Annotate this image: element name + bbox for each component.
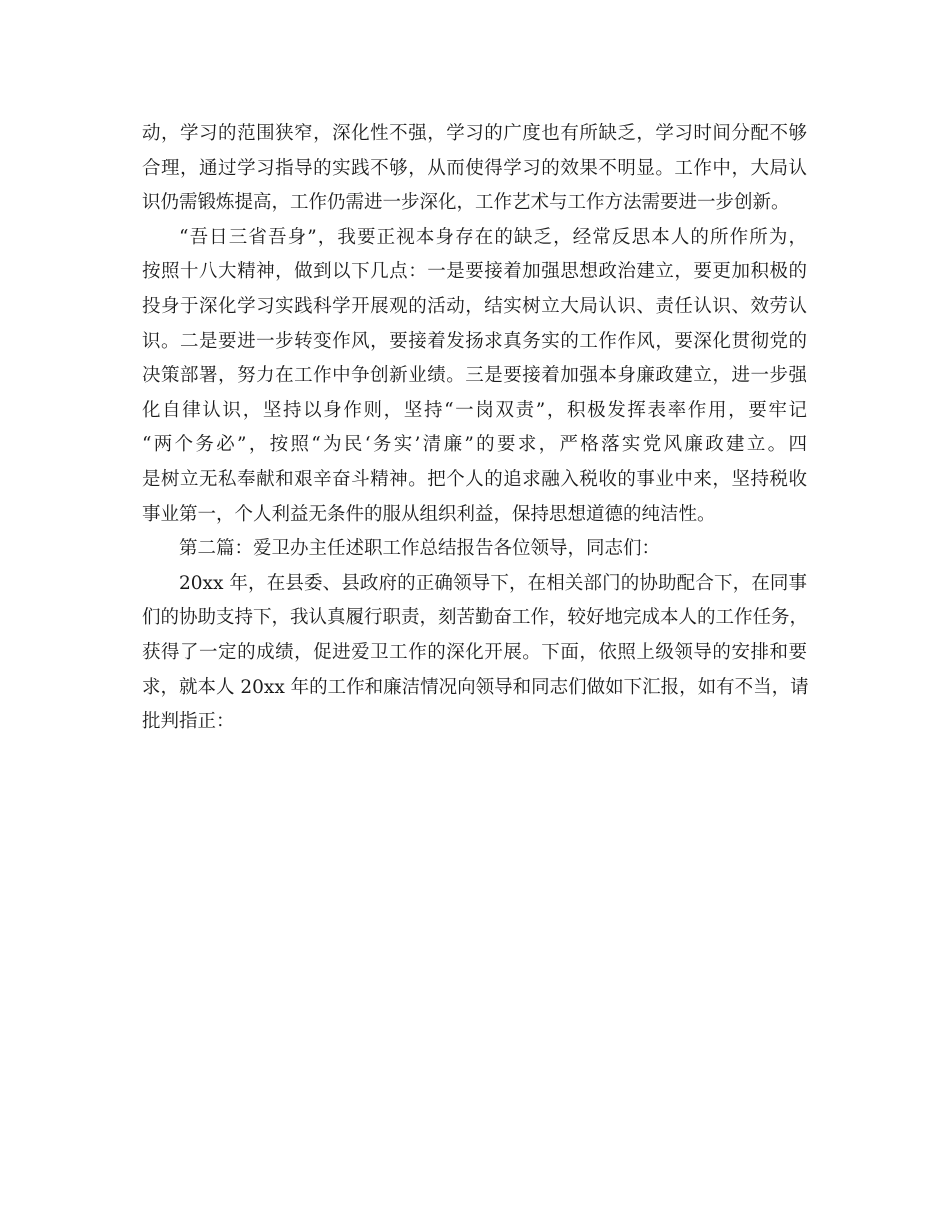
paragraph-1 bbox=[142, 117, 807, 221]
text-line: “吾日三省吾身”，我要正视本身存在的缺乏，经常反思本人的所作所为， bbox=[179, 226, 807, 248]
text-line: 批判指正： bbox=[142, 711, 235, 733]
text-line: 识仍需锻炼提高，工作仍需进一步深化，工作艺术与工作方法需要进一步创新。 bbox=[142, 192, 790, 214]
section-heading: 第二篇：爱卫办主任述职工作总结报告各位领导，同志们： bbox=[179, 538, 661, 560]
text-line: 事业第一，个人利益无条件的服从组织利益，保持思想道德的纯洁性。 bbox=[142, 503, 716, 525]
text-line: 识。二是要进一步转变作风，要接着发扬求真务实的工作作风，要深化贯彻党的 bbox=[142, 330, 807, 352]
text-line: 求，就本人 20xx 年的工作和廉洁情况向领导和同志们做如下汇报，如有不当，请 bbox=[142, 676, 809, 698]
text-line: 化自律认识，坚持以身作则，坚持“一岗双责”，积极发挥表率作用，要牢记 bbox=[142, 399, 807, 421]
paragraph-2 bbox=[142, 221, 807, 532]
document-body bbox=[142, 117, 807, 740]
text-line: 合理，通过学习指导的实践不够，从而使得学习的效果不明显。工作中，大局认 bbox=[142, 157, 807, 179]
text-line: 是树立无私奉献和艰辛奋斗精神。把个人的追求融入税收的事业中来，坚持税收 bbox=[142, 468, 807, 490]
text-line: 按照十八大精神，做到以下几点：一是要接着加强思想政治建立，要更加积极的 bbox=[142, 261, 807, 283]
paragraph-3-heading bbox=[142, 532, 807, 567]
text-line: 投身于深化学习实践科学开展观的活动，结实树立大局认识、责任认识、效劳认 bbox=[142, 295, 807, 317]
text-line: 动，学习的范围狭窄，深化性不强，学习的广度也有所缺乏，学习时间分配不够 bbox=[142, 123, 807, 144]
text-line: 决策部署，努力在工作中争创新业绩。三是要接着加强本身廉政建立，进一步强 bbox=[142, 365, 807, 387]
text-line: 20xx 年，在县委、县政府的正确领导下，在相关部门的协助配合下，在同事 bbox=[179, 572, 807, 594]
paragraph-4 bbox=[142, 567, 807, 740]
text-line: “两个务必”，按照“为民‘务实’清廉”的要求，严格落实党风廉政建立。四 bbox=[142, 434, 807, 456]
text-line: 获得了一定的成绩，促进爱卫工作的深化开展。下面，依照上级领导的安排和要 bbox=[142, 641, 807, 663]
text-line: 们的协助支持下，我认真履行职责，刻苦勤奋工作，较好地完成本人的工作任务， bbox=[142, 607, 809, 629]
